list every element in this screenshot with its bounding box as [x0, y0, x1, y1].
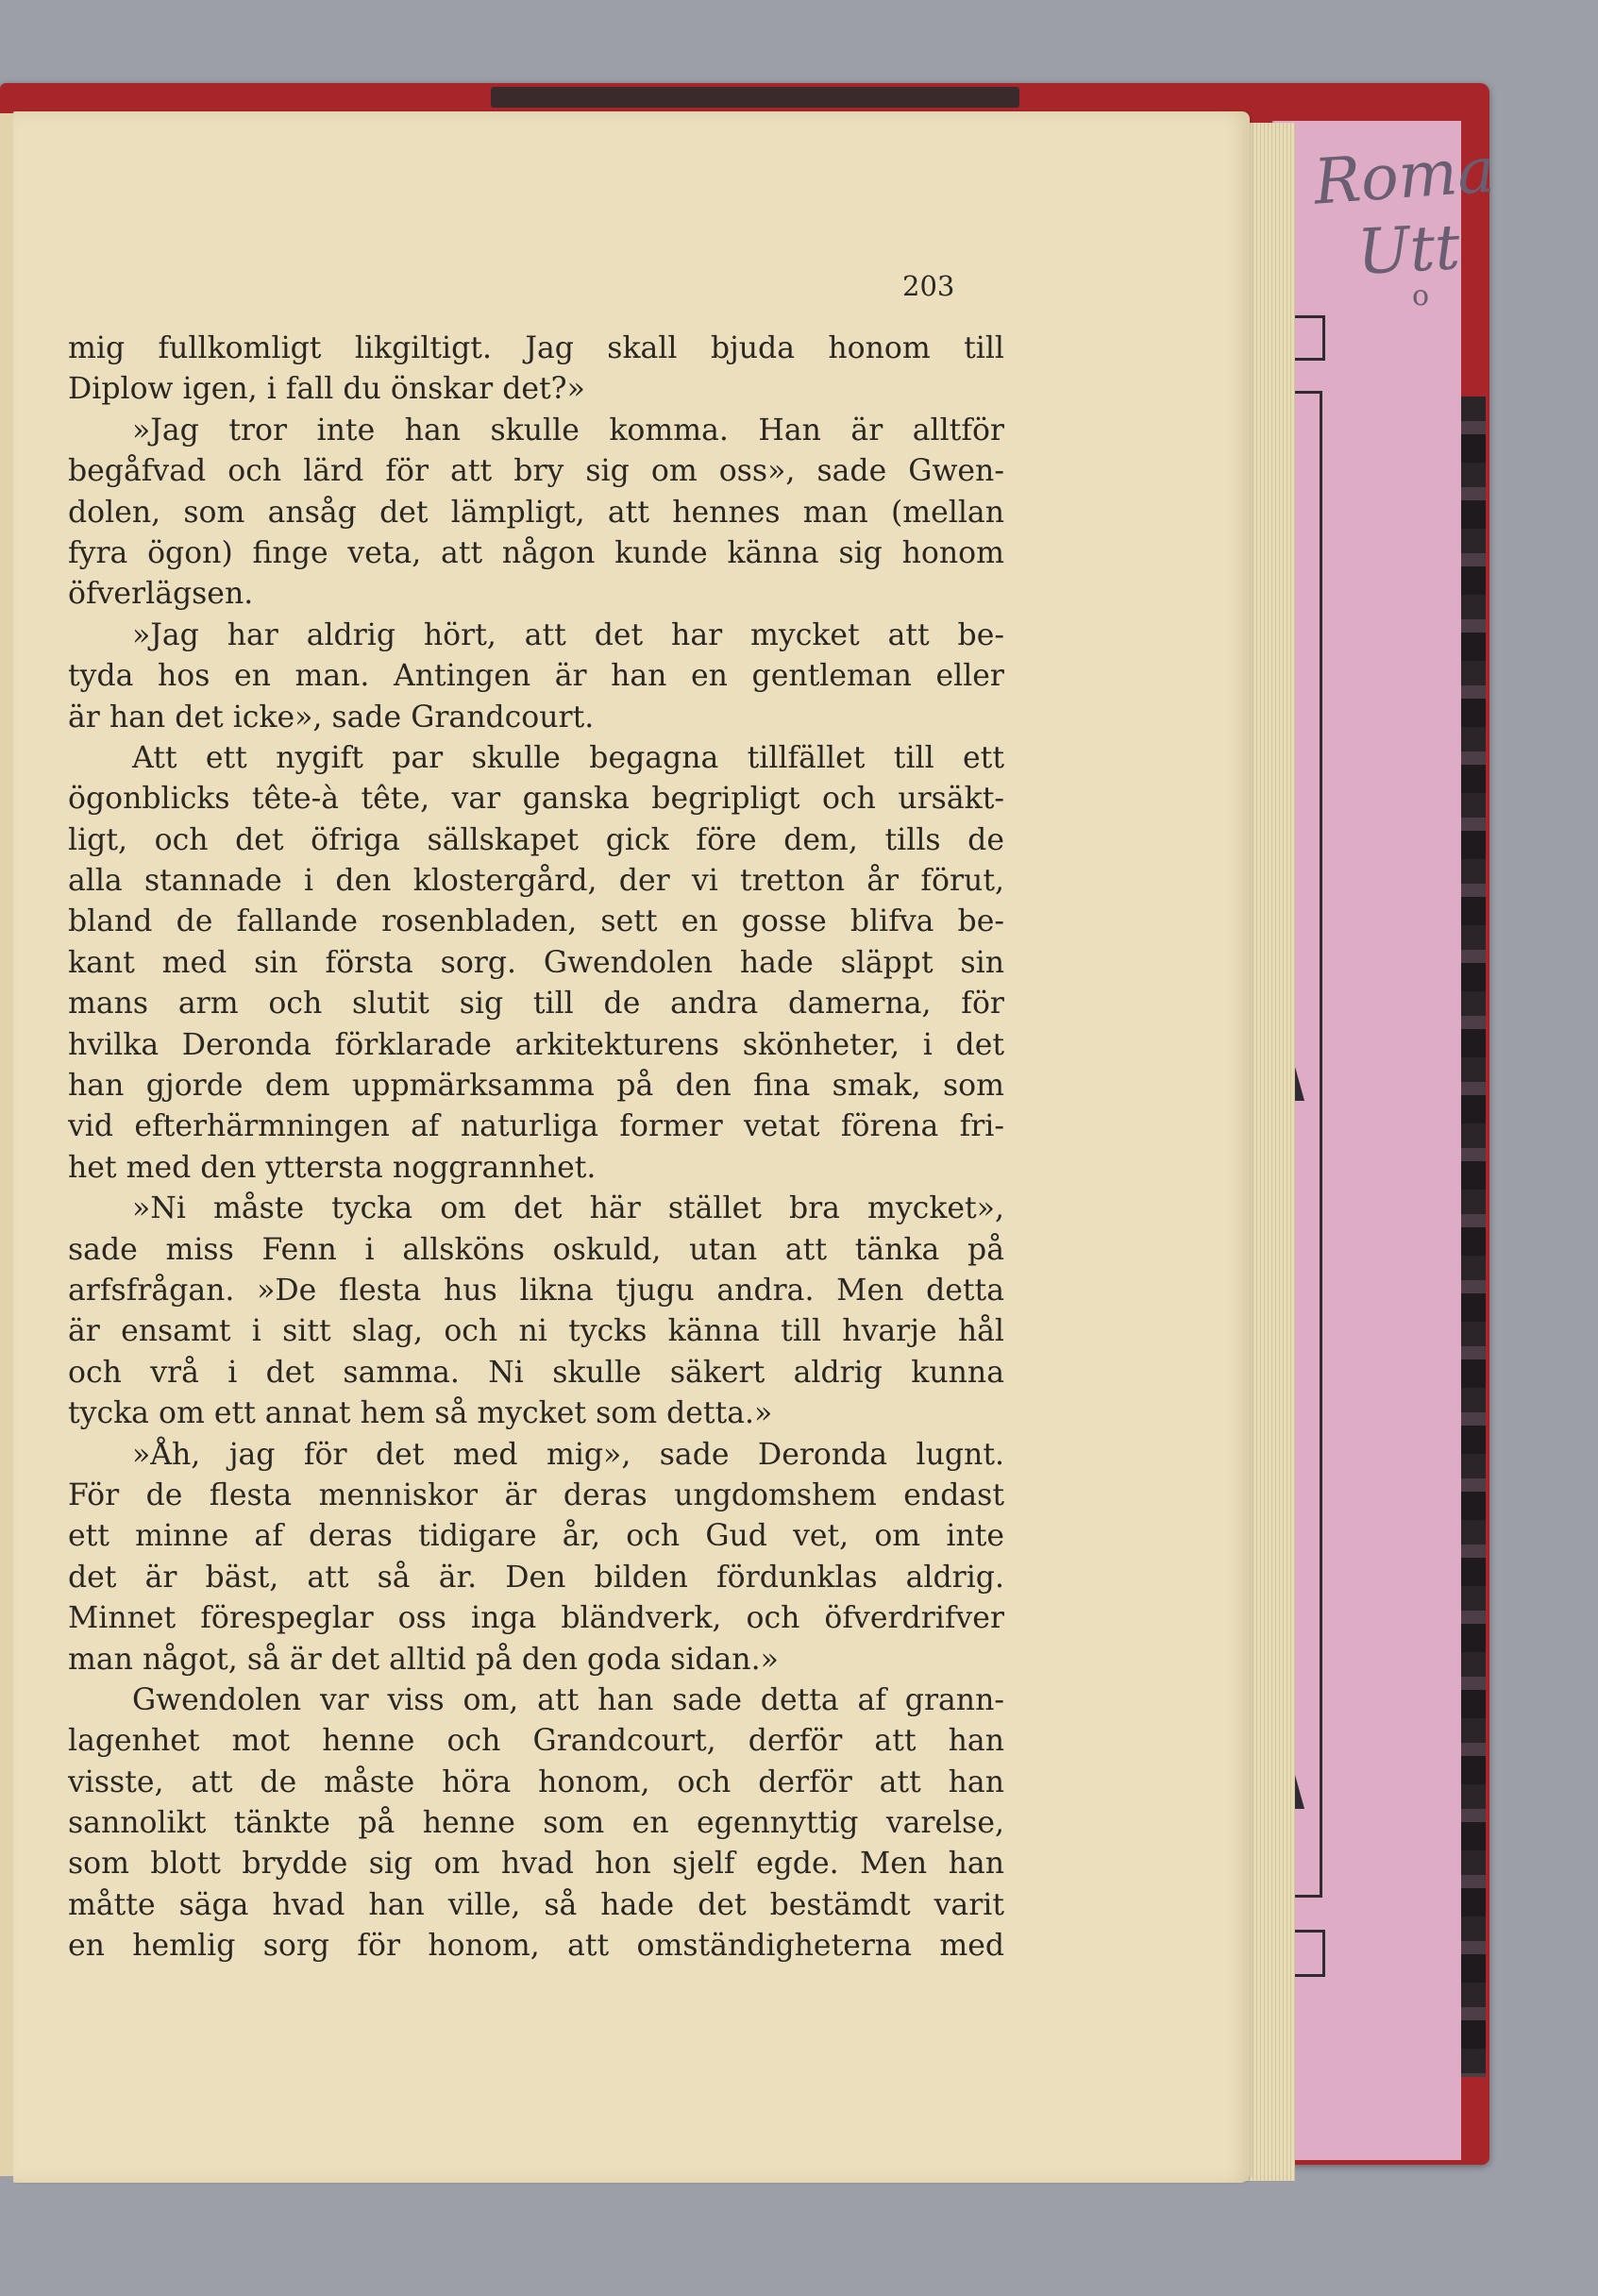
text-line: Gwendolen var viss om, att han sade detta af grann- [132, 1682, 1004, 1717]
text-line: vid efterhärmningen af naturliga former vetat förena fri- [68, 1109, 1004, 1144]
text-line: ett minne af deras tidigare år, och Gud vet, om inte [68, 1519, 1004, 1554]
page-number: 203 [902, 270, 955, 302]
text-line: måtte säga hvad han ville, så hade det bestämdt varit [68, 1887, 1004, 1922]
text-line: sannolikt tänkte på henne som en egennyttig varelse, [68, 1806, 1004, 1841]
margin-handwriting-line-1: Roma [1311, 133, 1497, 219]
body-text [68, 329, 1004, 1967]
text-line: arfsfrågan. »De flesta hus likna tjugu andra. Men detta [68, 1273, 1004, 1308]
text-line: sade miss Fenn i allsköns oskuld, utan att tänka på [68, 1232, 1004, 1267]
text-line: man något, så är det alltid på den goda sidan.» [68, 1642, 779, 1677]
text-line: ligt, och det öfriga sällskapet gick före dem, tills de [68, 822, 1004, 857]
text-line: het med den yttersta noggrannhet. [68, 1150, 597, 1185]
text-line: en hemlig sorg för honom, att omständigheterna med [68, 1929, 1004, 1964]
text-line: alla stannade i den klostergård, der vi tretton år förut, [68, 864, 1004, 899]
text-line: som blott brydde sig om hvad hon sjelf egde. Men han [68, 1847, 1004, 1882]
text-line: och vrå i det samma. Ni skulle säkert aldrig kunna [68, 1355, 1004, 1390]
text-line: öfverlägsen. [68, 577, 254, 612]
text-line: För de flesta menniskor är deras ungdomshem endast [68, 1477, 1004, 1512]
text-line: Minnet förespeglar oss inga bländverk, och öfverdrifver [68, 1601, 1004, 1636]
text-line: »Jag har aldrig hört, att det har mycket att be- [132, 617, 1004, 652]
text-line: är ensamt i sitt slag, och ni tycks känna till hvarje hål [68, 1314, 1004, 1349]
text-line: tyda hos en man. Antingen är han en gentleman eller [68, 659, 1004, 694]
text-line: »Åh, jag för det med mig», sade Deronda lugnt. [132, 1437, 1004, 1472]
text-line: begåfvad och lärd för att bry sig om oss», sade Gwen- [68, 454, 1004, 489]
margin-handwriting-line-2: Utt [1355, 211, 1462, 289]
text-line: är han det icke», sade Grandcourt. [68, 700, 595, 734]
text-line: kant med sin första sorg. Gwendolen hade släppt sin [68, 945, 1004, 980]
text-line: »Jag tror inte han skulle komma. Han är alltför [132, 413, 1004, 447]
text-line: han gjorde dem uppmärksamma på den fina smak, som [68, 1069, 1004, 1104]
text-line: dolen, som ansåg det lämpligt, att hennes man (mellan [68, 495, 1004, 530]
text-line: Att ett nygift par skulle begagna tillfället till ett [132, 740, 1004, 775]
text-line: mans arm och slutit sig till de andra damerna, för [68, 987, 1004, 1021]
text-line: Diplow igen, i fall du önskar det?» [68, 372, 585, 407]
text-line: bland de fallande rosenbladen, sett en gosse blifva be- [68, 904, 1004, 939]
text-line: »Ni måste tycka om det här stället bra mycket», [132, 1191, 1004, 1226]
text-line: visste, att de måste höra honom, och derför att han [68, 1764, 1004, 1799]
text-line: mig fullkomligt likgiltigt. Jag skall bjuda honom till [68, 331, 1004, 365]
text-line: ögonblicks tête-à tête, var ganska begripligt och ursäkt- [68, 782, 1004, 817]
text-line: lagenhet mot henne och Grandcourt, derför att han [68, 1724, 1004, 1759]
text-line: hvilka Deronda förklarade arkitekturens skönheter, i det [68, 1027, 1004, 1062]
text-line: fyra ögon) finge veta, att någon kunde känna sig honom [68, 535, 1004, 570]
text-line: tycka om ett annat hem så mycket som detta.» [68, 1396, 773, 1431]
margin-handwriting-mark: o [1412, 279, 1430, 312]
text-line: det är bäst, att så är. Den bilden fördunklas aldrig. [68, 1560, 1004, 1595]
cover-spine-band [491, 87, 1019, 108]
